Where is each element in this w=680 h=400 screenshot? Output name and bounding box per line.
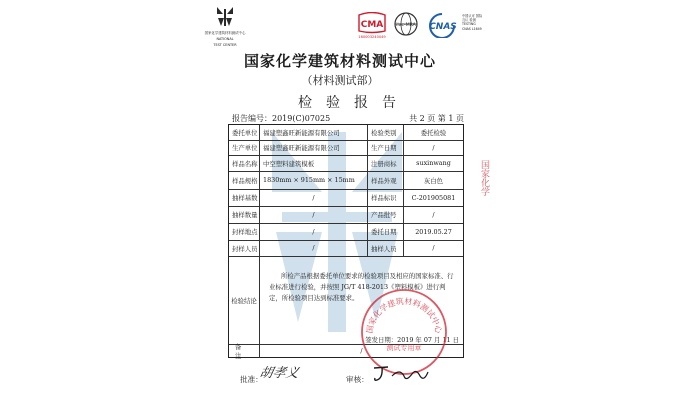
report-title: 检验报告 <box>298 95 410 111</box>
conclusion-text: 所检产品根据委托单位要求的检验项目及相应的国家标准、行业标准进行检验，并按照 JG/T 418-2013《塑料模板》进行判定，所检验项目达到标准要求。 <box>269 271 454 302</box>
conclusion-label: 检验结论 <box>229 257 260 344</box>
row-5-key1: 抽样基数 <box>229 190 260 206</box>
cma-mark-icon <box>355 12 389 34</box>
row-8-key1: 封样人员 <box>229 241 260 256</box>
row-6-key1: 抽样数量 <box>229 207 260 223</box>
row-4-key1: 样品规格 <box>229 172 260 189</box>
row-3-value2: suxinwang <box>416 159 451 168</box>
page-title: 国家化学建筑材料测试中心 <box>243 52 436 70</box>
table-row <box>229 207 463 224</box>
row-7-key1: 封样地点 <box>229 224 260 240</box>
cnas-side-caption <box>462 14 484 31</box>
cnas-text: CNAS <box>429 22 457 32</box>
row-8-value1: / <box>260 241 368 256</box>
row-7-value1: / <box>260 224 368 240</box>
page-info: 共 2 页 第 1 页 <box>409 114 464 123</box>
seal-bottom-text: 测试专用章 <box>386 344 422 352</box>
cnas-side-cn: 中国认可 国际互认 检测 <box>462 14 483 23</box>
approve-name: 胡孝义 <box>257 366 301 381</box>
row-2-key2: 生产日期 <box>368 141 404 156</box>
row-6-key2: 产品批号 <box>368 207 404 223</box>
row-6-value2: / <box>432 210 435 219</box>
ilac-text: ilac-MRA <box>396 23 416 28</box>
seal-text: 国家化学建筑材料测试中心 <box>364 296 444 335</box>
row-7-key2: 委托日期 <box>368 224 404 240</box>
cnas-logo <box>420 12 464 38</box>
review-signature-icon <box>370 362 432 386</box>
row-1-key2: 检验类别 <box>368 125 404 140</box>
org-logo-caption-cn: 国家化学建筑材料测试中心 <box>204 31 246 35</box>
row-8-key2: 抽样人员 <box>368 241 404 256</box>
cma-number: 160003240049 <box>358 35 386 39</box>
ilac-logo <box>392 11 420 41</box>
remarks-label: 备注 <box>229 345 260 358</box>
row-5-key2: 样品标识 <box>368 190 404 206</box>
table-row <box>229 172 463 190</box>
ilac-globe-icon <box>392 11 420 41</box>
table-row <box>229 190 463 207</box>
org-logo-caption-en2: TEST CENTER <box>213 43 237 47</box>
page-subtitle: （材料测试部） <box>301 74 379 87</box>
table-row <box>229 156 463 172</box>
row-8-value2: / <box>432 244 435 252</box>
row-4-value1: 1830mm × 915mm × 15mm <box>260 172 368 189</box>
issue-date: 签发日期：2019 年 07 月 11 日 <box>365 335 459 344</box>
row-4-value2: 灰白色 <box>423 176 444 185</box>
row-6-value1: / <box>260 207 368 223</box>
row-7-value2: 2019.05.27 <box>415 227 452 236</box>
row-1-value1: 福建塑鑫旺新能源有限公司 <box>260 125 368 140</box>
org-emblem-icon <box>215 6 235 28</box>
row-5-value1: / <box>260 190 368 206</box>
review-label: 审核： <box>346 375 369 384</box>
report-number-label: 报告编号： <box>232 114 272 123</box>
row-3-key2: 注册商标 <box>368 156 404 171</box>
approve-label: 批准： <box>240 375 263 384</box>
cnas-mark-icon <box>420 12 464 38</box>
cnas-side-en: TESTING CNAS L1649 <box>462 22 482 31</box>
row-2-key1: 生产单位 <box>229 141 260 156</box>
row-4-key2: 样品外观 <box>368 172 404 189</box>
row-2-value1: 福建塑鑫旺新能源有限公司 <box>260 141 368 156</box>
cma-logo <box>355 12 389 42</box>
side-stamp-text: 国家化学 <box>479 160 489 196</box>
row-2-value2: / <box>432 143 435 152</box>
side-stamp <box>478 160 490 220</box>
org-logo-caption-en1: NATIONAL <box>216 37 234 41</box>
remarks-value: / <box>360 347 363 355</box>
report-number-value: 2019(C)07025 <box>272 114 331 123</box>
row-3-key1: 样品名称 <box>229 156 260 171</box>
table-row <box>229 125 463 141</box>
table-row <box>229 241 463 257</box>
row-1-value2: 委托检验 <box>420 128 447 137</box>
row-1-key1: 委托单位 <box>229 125 260 140</box>
row-3-value1: 中空塑料建筑模板 <box>260 156 368 171</box>
table-row <box>229 141 463 157</box>
cma-text: CMA <box>360 20 384 30</box>
approve-signature <box>257 362 322 386</box>
table-row <box>229 224 463 241</box>
row-5-value2: C-201905081 <box>411 193 456 202</box>
